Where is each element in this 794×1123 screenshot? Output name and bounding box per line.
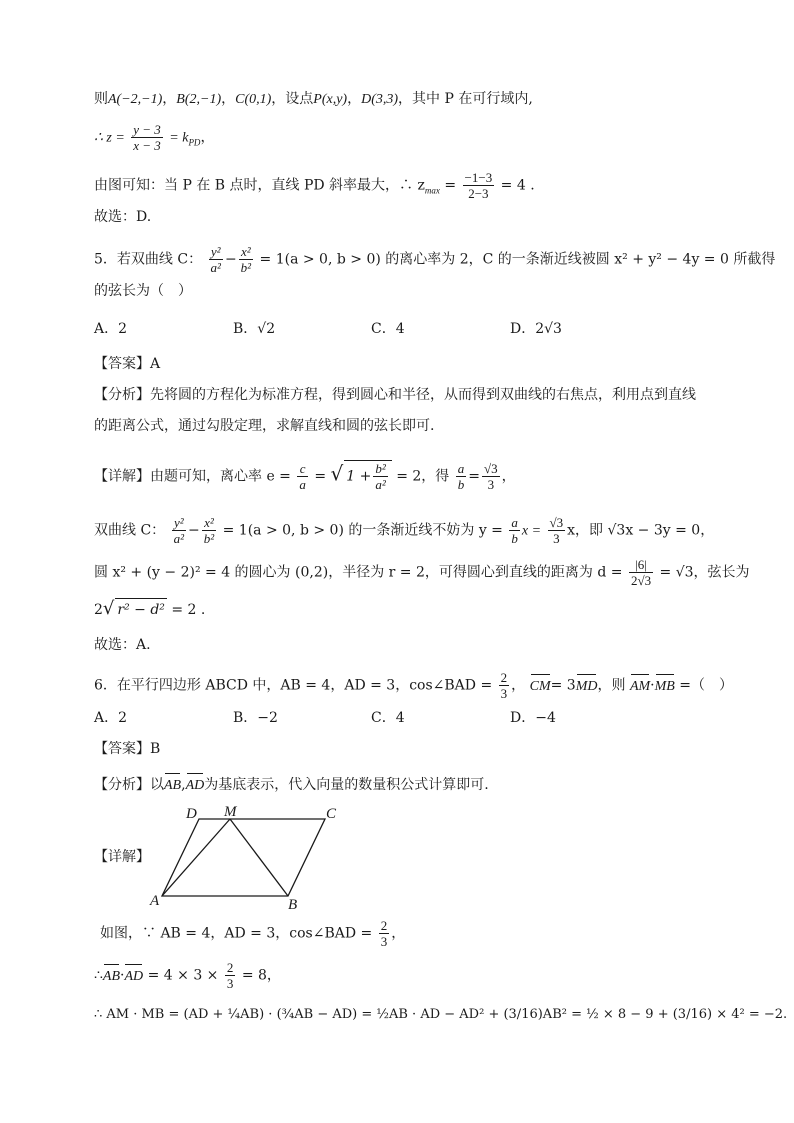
q5-detail-line-1: 【详解】由题可知，离心率 e = $\frac{c}{a}$ = √ 1 + $\frac{\text{b²}}{\text{a²}}$ = 2，得 $\frac{a}{b}$ = $\frac{√3}{3}$ ，: [94, 461, 516, 492]
label-c: C: [326, 806, 337, 822]
q6-detail-line-1: 如图，∵ AB = 4，AD = 3，cos∠BAD = $\frac{2}{3}$ ，: [100, 918, 406, 949]
q5-option-d: D．2√3: [510, 321, 562, 337]
q6-stem: 6．在平行四边形 ABCD 中，AB = 4，AD = 3，cos∠BAD = $\frac{2}{3}$ ， CM= 3MD，则 AM·MB =（ ）: [94, 670, 734, 701]
q6-detail-tag: 【详解】: [94, 849, 150, 865]
label-a: A: [150, 893, 160, 909]
segment-am: [162, 819, 230, 896]
q6-option-d: D．−4: [510, 710, 556, 726]
q5-detail-line-2: 双曲线 C： $\frac{\text{y²}}{\text{a²}}$ − $\frac{\text{x²}}{\text{b²}}$ = 1(a > 0, b > 0) 的一条渐近线不妨为 y = $\frac{a}{b}$ x = $\frac{√3}{3}$ x，即 √3x − 3y = 0，: [94, 515, 715, 546]
answer-tag: 【答案】: [94, 356, 150, 372]
q5-analysis-line-1: 【分析】先将圆的方程化为标准方程，得到圆心和半径，从而得到双曲线的右焦点，利用点到直线: [94, 387, 696, 403]
q5-option-b: B．√2: [233, 321, 276, 337]
q6-option-b: B．−2: [233, 710, 278, 726]
q6-option-a: A．2: [94, 710, 128, 726]
q5-detail-line-4: 2√ r² − d² = 2 .: [94, 598, 206, 619]
q6-detail-line-2: ∴AB·AD = 4 × 3 × $\frac{2}{3}$ = 8，: [94, 960, 281, 991]
parallelogram-figure: [148, 802, 348, 910]
parallelogram-abcd: [162, 819, 325, 896]
q5-option-c: C．4: [371, 321, 405, 337]
label-m: M: [224, 804, 237, 820]
intro-line-3: 由图可知：当 P 在 B 点时，直线 PD 斜率最大，∴ $z_{max}$ = $\frac{-1-3}{2-3}$ = 4 .: [94, 170, 535, 201]
q6-detail-line-3: ∴ AM · MB = (AD + ¼AB) · (¾AB − AD) = ½AB · AD − AD² + (3/16)AB² = ½ × 8 − 9 + (3/16) × 4² = −2.: [94, 1007, 788, 1022]
q5-analysis-line-2: 的距离公式，通过勾股定理，求解直线和圆的弦长即可.: [94, 418, 435, 434]
q5-stem-line-1: 5．若双曲线 C： $\frac{\text{y²}}{\text{a²}}$ − $\frac{\text{x²}}{\text{b²}}$ = 1(a > 0, b > 0) 的离心率为 2，C 的一条渐近线被圆 x² + y² − 4y = 0 所截得: [94, 244, 776, 275]
intro-line-2: ∴ z = $\frac{y - 3}{x - 3}$ = $k_{PD}$，: [94, 122, 215, 153]
q6-answer: 【答案】B: [94, 741, 161, 757]
q5-detail-line-3: 圆 x² + (y − 2)² = 4 的圆心为 (0,2)，半径为 r = 2，可得圆心到直线的距离为 d = $\frac{|6|}{2√3}$ = √3，弦长为: [94, 557, 750, 588]
q5-stem-line-2: 的弦长为（ ）: [94, 283, 192, 299]
q5-choose: 故选：A.: [94, 637, 151, 653]
q5-option-a: A．2: [94, 321, 128, 337]
intro-line-1: 则A(−2,−1)，B(2,−1)，C(0,1)，设点P(x,y)，D(3,3)，其中 P 在可行域内,: [94, 91, 533, 107]
intro-choose: 故选：D.: [94, 209, 152, 225]
label-b: B: [288, 897, 298, 910]
q5-answer: 【答案】A: [94, 356, 161, 372]
q6-analysis: 【分析】以AB,AD为基底表示，代入向量的数量积公式计算即可.: [94, 774, 489, 797]
segment-mb: [230, 819, 288, 896]
q6-option-c: C．4: [371, 710, 405, 726]
label-d: D: [186, 806, 197, 822]
